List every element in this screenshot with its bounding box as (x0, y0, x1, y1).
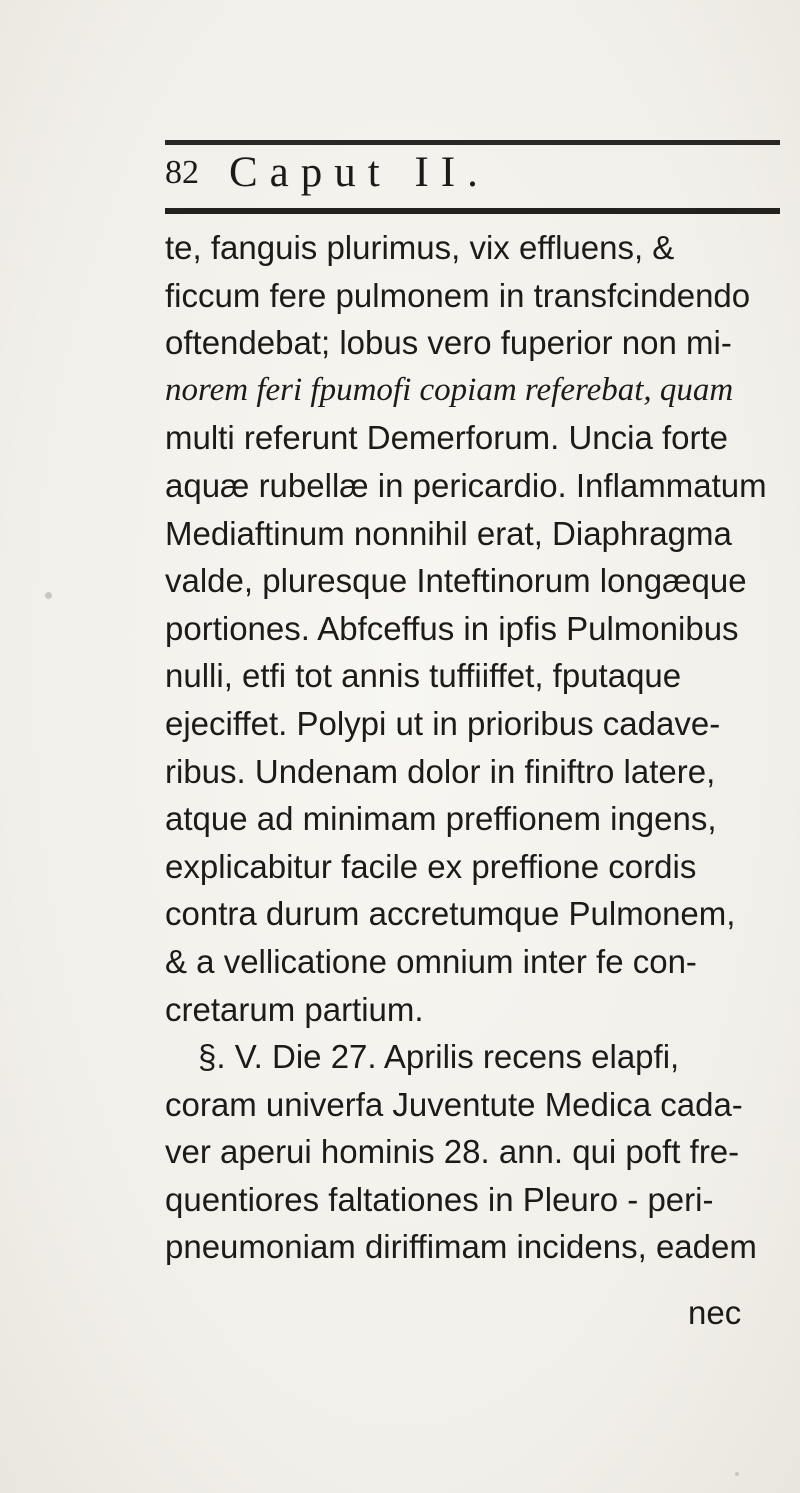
running-head: Caput II. (229, 149, 490, 196)
ink-speck (45, 592, 52, 599)
text-line: cretarum partium. (165, 990, 424, 1028)
text-line: atque ad minimam preffionem ingens, (165, 800, 717, 838)
text-line: ficcum fere pulmonem in transfcindendo (165, 276, 751, 314)
text-line: oftendebat; lobus vero fuperior non mi- (165, 324, 732, 362)
text-line: ver aperui hominis 28. ann. qui poft fre- (165, 1133, 740, 1171)
text-line: ribus. Undenam dolor in finiftro latere, (165, 752, 716, 790)
text-line-italic: norem feri fpumofi copiam referebat, quam (165, 371, 734, 408)
text-line: contra durum accretumque Pulmonem, (165, 895, 736, 933)
text-line: valde, pluresque Inteftinorum longæque (165, 562, 747, 600)
text-line: multi referunt Demerforum. Uncia forte (165, 419, 729, 457)
text-line: & a vellicatione omnium inter fe con- (165, 942, 697, 980)
header-rule-top (165, 140, 780, 145)
section-start-line: §. V. Die 27. Aprilis recens elapfi, (198, 1038, 680, 1076)
text-line: te, fanguis plurimus, vix effluens, & (165, 229, 675, 266)
page-header (165, 148, 780, 198)
text-line: nulli, etfi tot annis tuffiiffet, fputaque (165, 657, 682, 695)
text-line: portiones. Abfceffus in ipfis Pulmonibus (165, 609, 739, 647)
text-line: quentiores faltationes in Pleuro - peri- (165, 1180, 714, 1218)
text-line: ejeciffet. Polypi ut in prioribus cadave- (165, 704, 721, 742)
text-line: pneumoniam diriffimam incidens, eadem (165, 1228, 757, 1266)
body-text (165, 224, 785, 1271)
text-line: explicabitur facile ex preffione cordis (165, 847, 697, 885)
ink-speck (735, 1472, 739, 1476)
page-number: 82 (165, 154, 199, 191)
text-line: coram univerfa Juventute Medica cada- (165, 1085, 743, 1123)
catchword: nec (688, 1294, 742, 1331)
text-line: aquæ rubellæ in pericardio. Inflammatum (165, 466, 767, 504)
header-rule-bottom (165, 208, 780, 214)
text-line: Mediaftinum nonnihil erat, Diaphragma (165, 514, 732, 552)
